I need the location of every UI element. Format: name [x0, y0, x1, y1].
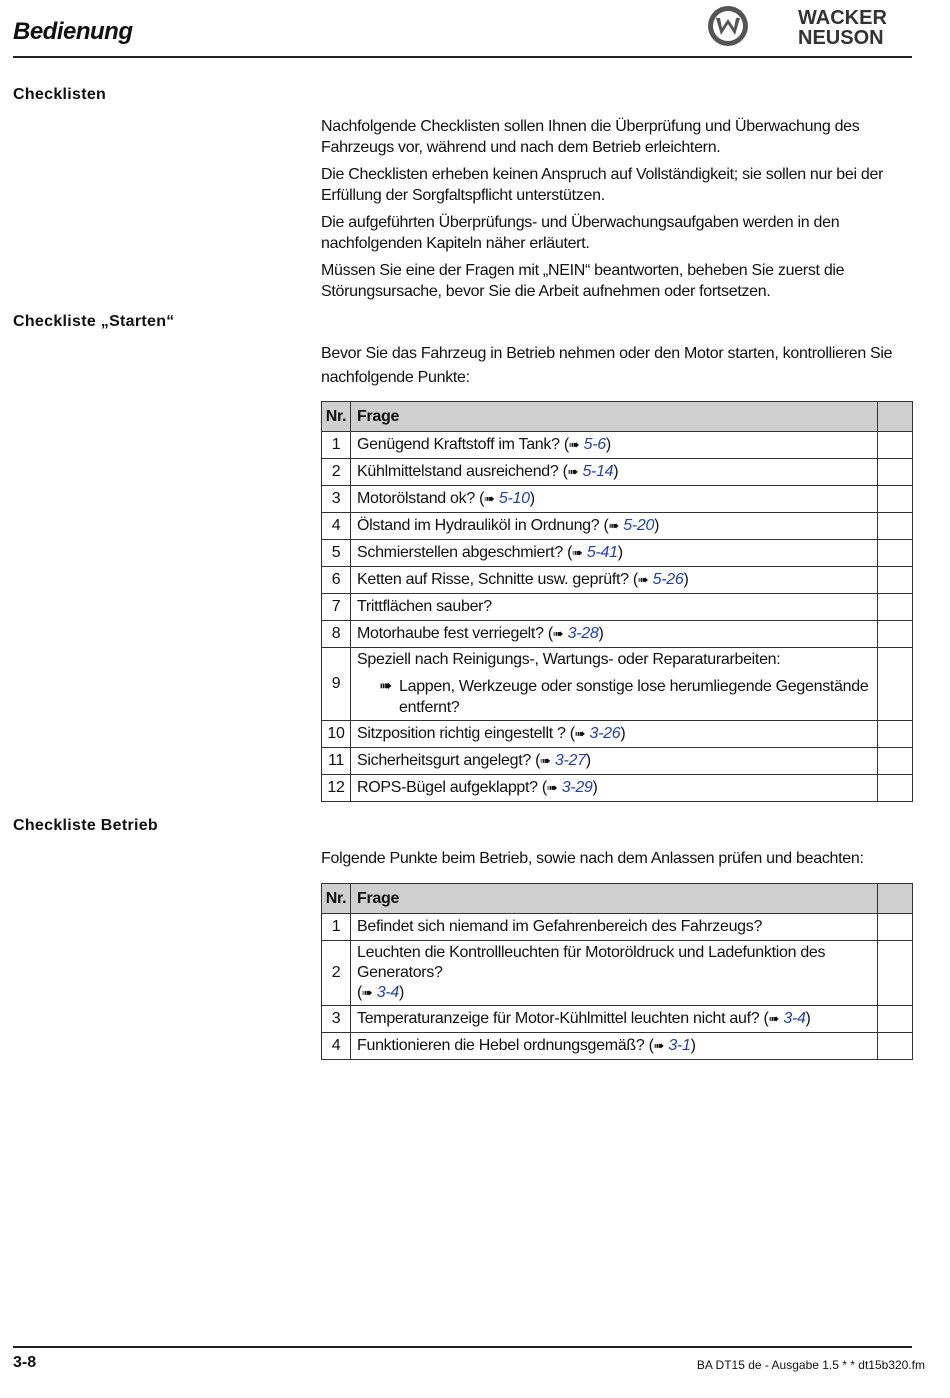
row-question: [351, 1006, 878, 1033]
document-reference: BA DT15 de - Ausgabe 1.5 * * dt15b320.fm: [696, 1358, 925, 1372]
page-reference-link[interactable]: 3-28: [567, 625, 599, 642]
check-cell[interactable]: [878, 941, 913, 1006]
row-question: [351, 594, 878, 621]
logo-text-neuson: NEUSON: [798, 27, 884, 48]
question-text: Sitzposition richtig eingestellt ? (: [357, 725, 575, 742]
row-number: 10: [322, 721, 351, 748]
check-cell[interactable]: [878, 914, 913, 941]
question-text: Speziell nach Reinigungs-, Wartungs- oder Reparaturarbeiten:: [357, 651, 781, 668]
row-number: 2: [322, 459, 351, 486]
table-row: [322, 540, 913, 567]
section-heading-betrieb: Checkliste Betrieb: [13, 817, 159, 834]
intro-paragraph: Die aufgeführten Überprüfungs- und Überwachungsaufgaben werden in den nachfolgenden Kapiteln näher erläutert.: [321, 214, 840, 252]
question-text: Funktionieren die Hebel ordnungsgemäß? (: [357, 1037, 654, 1054]
row-number: 6: [322, 567, 351, 594]
check-cell[interactable]: [878, 486, 913, 513]
row-number: 5: [322, 540, 351, 567]
table-row: [322, 432, 913, 459]
page-reference-link[interactable]: 5-6: [583, 436, 606, 453]
arrow-icon: ➠: [608, 518, 620, 533]
arrow-icon: ➠: [484, 491, 495, 506]
row-question: [351, 513, 878, 540]
check-cell[interactable]: [878, 594, 913, 621]
table-row: [322, 1006, 913, 1033]
row-number: 2: [322, 941, 351, 1006]
question-text: Befindet sich niemand im Gefahrenbereich des Fahrzeugs?: [357, 918, 763, 935]
question-text: Ketten auf Risse, Schnitte usw. geprüft? (: [357, 571, 638, 588]
column-header-nr: Nr.: [322, 884, 351, 914]
row-question: [351, 941, 878, 1006]
check-cell[interactable]: [878, 567, 913, 594]
betrieb-intro: Folgende Punkte beim Betrieb, sowie nach dem Anlassen prüfen und beachten:: [321, 850, 864, 867]
table-row: [322, 721, 913, 748]
checklist-starten-table: [321, 401, 913, 802]
paren-close: ): [654, 517, 660, 534]
question-text: Motorhaube fest verriegelt? (: [357, 625, 553, 642]
question-text: Leuchten die Kontrollleuchten für Motoröldruck und Ladefunktion des Generators?: [357, 944, 826, 981]
page-number: 3-8: [13, 1354, 37, 1371]
page-reference-link[interactable]: 3-1: [668, 1037, 691, 1054]
paren-close: ): [592, 779, 598, 796]
intro-paragraph: Nachfolgende Checklisten sollen Ihnen die Überprüfung und Überwachung des Fahrzeugs vor, während und nach dem Betrieb erleichtern.: [321, 118, 860, 156]
check-cell[interactable]: [878, 621, 913, 648]
table-row: [322, 567, 913, 594]
arrow-icon: ➠: [568, 437, 580, 452]
arrow-icon: ➠: [653, 1038, 665, 1053]
paren-close: ): [598, 625, 604, 642]
arrow-icon: ➠: [567, 464, 579, 479]
arrow-bullet-icon: ➠: [379, 678, 393, 695]
check-cell[interactable]: [878, 648, 913, 721]
page-reference-link[interactable]: 3-26: [589, 725, 621, 742]
row-number: 1: [322, 914, 351, 941]
check-cell[interactable]: [878, 1033, 913, 1060]
table-row: [322, 748, 913, 775]
question-text: Motorölstand ok? (: [357, 490, 485, 507]
check-cell[interactable]: [878, 459, 913, 486]
column-header-nr: Nr.: [322, 402, 351, 432]
section-heading-checklisten: Checklisten: [13, 86, 107, 103]
arrow-icon: ➠: [574, 726, 586, 741]
column-header-frage: Frage: [351, 402, 878, 432]
row-question: [351, 1033, 878, 1060]
paren-close: ): [617, 544, 623, 561]
arrow-icon: ➠: [552, 626, 564, 641]
table-row: [322, 941, 913, 1006]
row-question: [351, 486, 878, 513]
row-question: [351, 621, 878, 648]
sub-item: [357, 676, 871, 718]
paren-close: ): [620, 725, 626, 742]
row-number: 1: [322, 432, 351, 459]
check-cell[interactable]: [878, 721, 913, 748]
row-number: 4: [322, 513, 351, 540]
row-number: 3: [322, 1006, 351, 1033]
table-row: [322, 621, 913, 648]
column-header-check: [878, 884, 913, 914]
arrow-icon: ➠: [572, 545, 583, 560]
wacker-neuson-logo: [706, 4, 914, 48]
paren-open: (: [357, 984, 363, 1001]
row-number: 9: [322, 648, 351, 721]
check-cell[interactable]: [878, 1006, 913, 1033]
row-question: [351, 721, 878, 748]
question-text: Temperaturanzeige für Motor-Kühlmittel leuchten nicht auf? (: [357, 1010, 769, 1027]
page-reference-link[interactable]: 5-20: [623, 517, 655, 534]
paren-close: ): [529, 490, 535, 507]
check-cell[interactable]: [878, 513, 913, 540]
table-row: [322, 594, 913, 621]
intro-text: [321, 116, 913, 308]
question-text: Genügend Kraftstoff im Tank? (: [357, 436, 569, 453]
arrow-icon: ➠: [546, 780, 558, 795]
row-question: [351, 748, 878, 775]
page-reference-link[interactable]: 3-4: [783, 1010, 806, 1027]
table-header-row: [322, 884, 913, 914]
page-title: Bedienung: [13, 18, 133, 45]
arrow-icon: ➠: [540, 753, 551, 768]
footer-rule: [13, 1346, 912, 1348]
page-reference-link[interactable]: 3-27: [554, 752, 586, 769]
checklist-betrieb-table: [321, 883, 913, 1060]
row-question: [351, 459, 878, 486]
row-question: [351, 567, 878, 594]
row-number: 8: [322, 621, 351, 648]
table-row: [322, 648, 913, 721]
paren-close: ): [690, 1037, 696, 1054]
row-number: 3: [322, 486, 351, 513]
page-reference-link[interactable]: 5-41: [586, 544, 618, 561]
page-reference-link[interactable]: 5-26: [652, 571, 684, 588]
starten-intro: Bevor Sie das Fahrzeug in Betrieb nehmen oder den Motor starten, kontrollieren Sie nachfolgende Punkte:: [321, 345, 893, 386]
check-cell[interactable]: [878, 748, 913, 775]
arrow-icon: ➠: [768, 1011, 780, 1026]
arrow-icon: ➠: [637, 572, 649, 587]
row-question: [351, 432, 878, 459]
question-text: Ölstand im Hydrauliköl in Ordnung? (: [357, 517, 609, 534]
row-question: [351, 775, 878, 802]
row-question: [351, 914, 878, 941]
paren-close: ): [605, 436, 611, 453]
question-text: Trittflächen sauber?: [357, 598, 492, 615]
paren-close: ): [585, 752, 591, 769]
check-cell[interactable]: [878, 432, 913, 459]
arrow-icon: ➠: [362, 985, 373, 1000]
table-row: [322, 914, 913, 941]
row-number: 12: [322, 775, 351, 802]
table-row: [322, 459, 913, 486]
page-reference-link[interactable]: 5-14: [582, 463, 614, 480]
page-reference-link[interactable]: 3-29: [561, 779, 593, 796]
table-row: [322, 513, 913, 540]
question-text: Kühlmittelstand ausreichend? (: [357, 463, 568, 480]
paren-close: ): [399, 984, 405, 1001]
header-rule: [13, 56, 912, 58]
intro-paragraph: Die Checklisten erheben keinen Anspruch auf Vollständigkeit; sie sollen nur bei der Erfüllung der Sorgfaltspflicht unterstützen.: [321, 166, 884, 204]
paren-close: ): [683, 571, 689, 588]
check-cell[interactable]: [878, 775, 913, 802]
row-number: 7: [322, 594, 351, 621]
section-heading-starten: Checkliste „Starten“: [13, 313, 175, 330]
question-text: ROPS-Bügel aufgeklappt? (: [357, 779, 547, 796]
row-number: 4: [322, 1033, 351, 1060]
sub-item-text: Lappen, Werkzeuge oder sonstige lose herumliegende Gegenstände entfernt?: [399, 678, 869, 716]
table-row: [322, 1033, 913, 1060]
row-question: [351, 648, 878, 721]
table-row: [322, 486, 913, 513]
logo-text-wacker: WACKER: [798, 7, 887, 29]
paren-close: ): [613, 463, 619, 480]
page-reference-link[interactable]: 5-10: [498, 490, 530, 507]
paren-close: ): [805, 1010, 811, 1027]
table-header-row: [322, 402, 913, 432]
question-text: Schmierstellen abgeschmiert? (: [357, 544, 573, 561]
check-cell[interactable]: [878, 540, 913, 567]
table-row: [322, 775, 913, 802]
column-header-check: [878, 402, 913, 432]
row-question: [351, 540, 878, 567]
column-header-frage: Frage: [351, 884, 878, 914]
row-number: 11: [322, 748, 351, 775]
page-reference-link[interactable]: 3-4: [376, 984, 400, 1001]
intro-paragraph: Müssen Sie eine der Fragen mit „NEIN“ beantworten, beheben Sie zuerst die Störungsursache, bevor Sie die Arbeit aufnehmen oder fortsetzen.: [321, 262, 845, 300]
question-text: Sicherheitsgurt angelegt? (: [357, 752, 541, 769]
